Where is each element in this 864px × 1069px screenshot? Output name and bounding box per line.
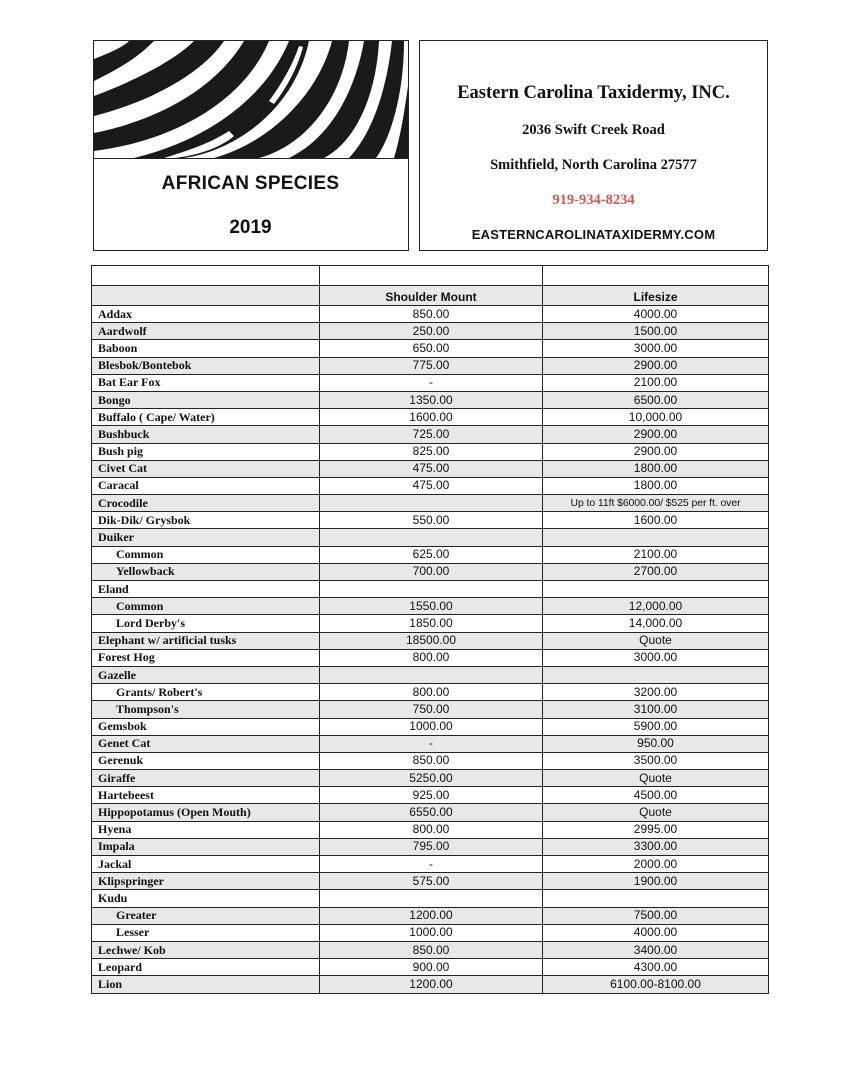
shoulder-mount-price-cell: 250.00 [320,323,543,340]
species-name-cell: Hartebeest [92,787,320,804]
shoulder-mount-price-cell: 5250.00 [320,770,543,787]
table-row [92,924,769,941]
table-row [92,873,769,890]
table-row [92,443,769,460]
table-row [92,340,769,357]
lifesize-price-cell: 4300.00 [543,959,769,976]
table-row [92,495,769,512]
species-name-cell: Jackal [92,856,320,873]
lifesize-price-cell: 4000.00 [543,306,769,323]
species-name-cell: Thompson's [92,701,320,718]
species-name-cell: Eland [92,581,320,598]
table-row [92,684,769,701]
shoulder-mount-price-cell: 1550.00 [320,598,543,615]
lifesize-price-cell: Quote [543,632,769,649]
zebra-stripe-image [94,41,409,158]
lifesize-price-cell: 950.00 [543,735,769,752]
title-section [93,158,409,251]
species-name-cell: Grants/ Robert's [92,684,320,701]
column-header-lifesize: Lifesize [543,286,769,306]
species-name-cell: Bat Ear Fox [92,374,320,391]
lifesize-price-cell: 3000.00 [543,340,769,357]
table-row [92,426,769,443]
species-name-cell: Genet Cat [92,735,320,752]
lifesize-price-cell: 1800.00 [543,477,769,494]
lifesize-price-cell: 3100.00 [543,701,769,718]
species-name-cell: Klipspringer [92,873,320,890]
table-row [92,477,769,494]
company-address: 2036 Swift Creek Road [522,122,665,138]
shoulder-mount-price-cell: - [320,735,543,752]
table-row [92,546,769,563]
species-name-cell: Crocodile [92,495,320,512]
table-row [92,581,769,598]
lifesize-price-cell: 3400.00 [543,941,769,958]
lifesize-price-cell: Quote [543,770,769,787]
lifesize-price-cell: 1900.00 [543,873,769,890]
species-name-cell: Hippopotamus (Open Mouth) [92,804,320,821]
shoulder-mount-price-cell [320,581,543,598]
shoulder-mount-price-cell: 1000.00 [320,718,543,735]
table-row [92,890,769,907]
table-row [92,374,769,391]
table-row [92,529,769,546]
table-row [92,821,769,838]
shoulder-mount-price-cell: 700.00 [320,563,543,580]
blank-cell [92,266,320,286]
shoulder-mount-price-cell: 475.00 [320,460,543,477]
price-table-body [92,266,769,994]
shoulder-mount-price-cell: 1850.00 [320,615,543,632]
table-row [92,409,769,426]
lifesize-price-cell: 3300.00 [543,838,769,855]
species-name-cell: Caracal [92,477,320,494]
species-name-cell: Aardwolf [92,323,320,340]
table-row [92,838,769,855]
shoulder-mount-price-cell: 750.00 [320,701,543,718]
company-website: EASTERNCAROLINATAXIDERMY.COM [471,227,716,242]
species-name-cell: Duiker [92,529,320,546]
lifesize-price-cell: Quote [543,804,769,821]
company-phone: 919-934-8234 [552,192,635,208]
shoulder-mount-price-cell: 1200.00 [320,976,543,993]
species-name-cell: Common [92,598,320,615]
lifesize-price-cell: 1800.00 [543,460,769,477]
lifesize-price-cell: 5900.00 [543,718,769,735]
table-row [92,357,769,374]
species-name-cell: Hyena [92,821,320,838]
species-name-cell: Lechwe/ Kob [92,941,320,958]
shoulder-mount-price-cell: 575.00 [320,873,543,890]
company-city: Smithfield, North Carolina 27577 [490,157,697,173]
table-header-row [92,286,769,306]
shoulder-mount-price-cell: 550.00 [320,512,543,529]
lifesize-price-cell: 14,000.00 [543,615,769,632]
shoulder-mount-price-cell: 825.00 [320,443,543,460]
species-name-cell: Gemsbok [92,718,320,735]
shoulder-mount-price-cell: 650.00 [320,340,543,357]
lifesize-price-cell: 2100.00 [543,546,769,563]
shoulder-mount-price-cell: 795.00 [320,838,543,855]
lifesize-price-cell: 6500.00 [543,391,769,408]
species-name-cell: Greater [92,907,320,924]
species-name-cell: Addax [92,306,320,323]
species-name-cell: Bush pig [92,443,320,460]
table-row [92,632,769,649]
shoulder-mount-price-cell: 1200.00 [320,907,543,924]
table-row [92,907,769,924]
shoulder-mount-price-cell [320,529,543,546]
table-row [92,976,769,993]
table-row [92,598,769,615]
shoulder-mount-price-cell: 775.00 [320,357,543,374]
page-title: AFRICAN SPECIES [161,173,340,194]
lifesize-price-cell: 2900.00 [543,426,769,443]
column-header-species [92,286,320,306]
shoulder-mount-price-cell [320,495,543,512]
year-label: 2019 [229,217,272,238]
shoulder-mount-price-cell: - [320,374,543,391]
lifesize-price-cell: 2900.00 [543,357,769,374]
lifesize-price-cell: 7500.00 [543,907,769,924]
shoulder-mount-price-cell: 900.00 [320,959,543,976]
shoulder-mount-price-cell: 800.00 [320,649,543,666]
table-row [92,512,769,529]
lifesize-price-cell: 2995.00 [543,821,769,838]
species-name-cell: Dik-Dik/ Grysbok [92,512,320,529]
lifesize-price-cell: 3200.00 [543,684,769,701]
lifesize-price-cell: 1500.00 [543,323,769,340]
shoulder-mount-price-cell: 18500.00 [320,632,543,649]
blank-cell [543,266,769,286]
table-row [92,391,769,408]
lifesize-price-cell [543,529,769,546]
lifesize-price-cell: 4000.00 [543,924,769,941]
table-row [92,563,769,580]
species-name-cell: Impala [92,838,320,855]
lifesize-price-cell: Up to 11ft $6000.00/ $525 per ft. over [543,495,769,512]
species-name-cell: Common [92,546,320,563]
table-row [92,752,769,769]
species-name-cell: Kudu [92,890,320,907]
table-row [92,323,769,340]
table-row [92,856,769,873]
shoulder-mount-price-cell [320,890,543,907]
species-name-cell: Bongo [92,391,320,408]
species-name-cell: Lord Derby's [92,615,320,632]
species-name-cell: Yellowback [92,563,320,580]
lifesize-price-cell: 1600.00 [543,512,769,529]
table-row [92,649,769,666]
table-row [92,959,769,976]
shoulder-mount-price-cell: 1600.00 [320,409,543,426]
table-row [92,787,769,804]
table-row [92,718,769,735]
shoulder-mount-price-cell: 850.00 [320,941,543,958]
lifesize-price-cell [543,581,769,598]
species-name-cell: Bushbuck [92,426,320,443]
lifesize-price-cell: 2100.00 [543,374,769,391]
company-name: Eastern Carolina Taxidermy, INC. [457,83,730,103]
company-panel [419,40,768,251]
species-name-cell: Civet Cat [92,460,320,477]
table-row [92,615,769,632]
lifesize-price-cell [543,666,769,683]
table-blank-row [92,266,769,286]
shoulder-mount-price-cell [320,666,543,683]
species-name-cell: Gerenuk [92,752,320,769]
blank-cell [320,266,543,286]
species-name-cell: Elephant w/ artificial tusks [92,632,320,649]
table-row [92,460,769,477]
shoulder-mount-price-cell: 800.00 [320,684,543,701]
lifesize-price-cell: 3500.00 [543,752,769,769]
species-name-cell: Lion [92,976,320,993]
species-name-cell: Leopard [92,959,320,976]
species-name-cell: Forest Hog [92,649,320,666]
shoulder-mount-price-cell: - [320,856,543,873]
table-row [92,666,769,683]
species-name-cell: Lesser [92,924,320,941]
shoulder-mount-price-cell: 850.00 [320,306,543,323]
table-row [92,306,769,323]
lifesize-price-cell [543,890,769,907]
species-name-cell: Giraffe [92,770,320,787]
table-row [92,941,769,958]
shoulder-mount-price-cell: 850.00 [320,752,543,769]
shoulder-mount-price-cell: 925.00 [320,787,543,804]
species-name-cell: Baboon [92,340,320,357]
shoulder-mount-price-cell: 1000.00 [320,924,543,941]
table-row [92,701,769,718]
column-header-shoulder-mount: Shoulder Mount [320,286,543,306]
lifesize-price-cell: 12,000.00 [543,598,769,615]
shoulder-mount-price-cell: 1350.00 [320,391,543,408]
table-row [92,804,769,821]
shoulder-mount-price-cell: 625.00 [320,546,543,563]
title-panel [93,40,409,251]
lifesize-price-cell: 2900.00 [543,443,769,460]
lifesize-price-cell: 3000.00 [543,649,769,666]
shoulder-mount-price-cell: 725.00 [320,426,543,443]
shoulder-mount-price-cell: 6550.00 [320,804,543,821]
lifesize-price-cell: 2700.00 [543,563,769,580]
lifesize-price-cell: 10,000.00 [543,409,769,426]
lifesize-price-cell: 6100.00-8100.00 [543,976,769,993]
shoulder-mount-price-cell: 800.00 [320,821,543,838]
price-table [91,265,769,994]
species-name-cell: Blesbok/Bontebok [92,357,320,374]
species-name-cell: Gazelle [92,666,320,683]
shoulder-mount-price-cell: 475.00 [320,477,543,494]
lifesize-price-cell: 2000.00 [543,856,769,873]
table-row [92,735,769,752]
lifesize-price-cell: 4500.00 [543,787,769,804]
table-row [92,770,769,787]
species-name-cell: Buffalo ( Cape/ Water) [92,409,320,426]
